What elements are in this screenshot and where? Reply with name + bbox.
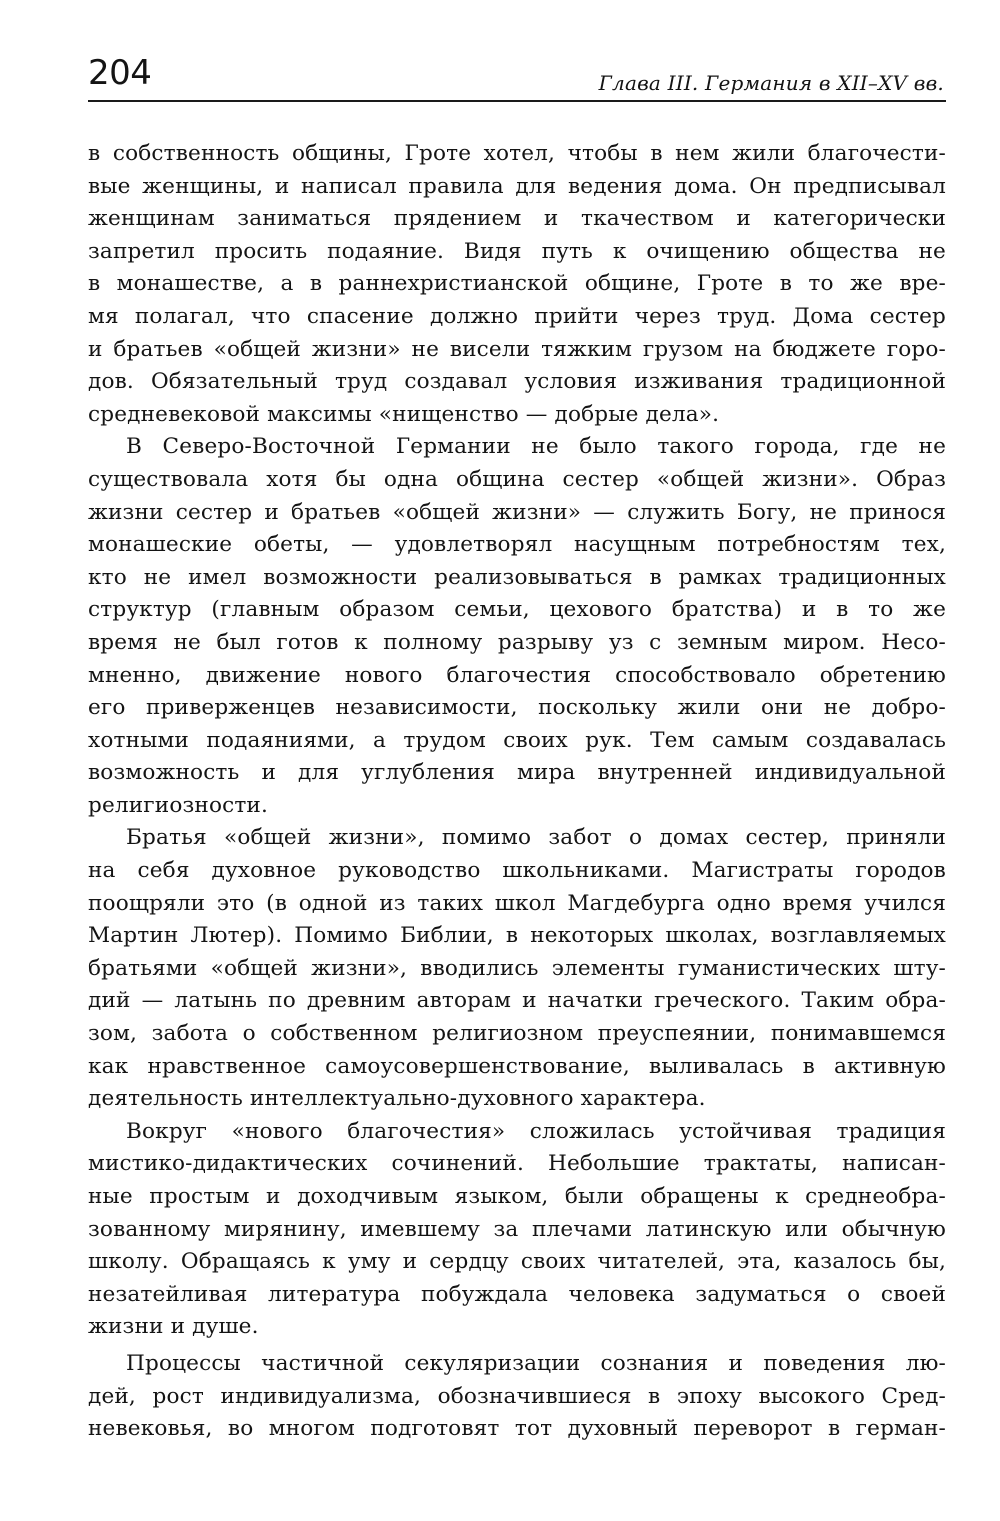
text-line: зом, забота о собственном религиозном преуспеянии, понимавшемся: [88, 1021, 946, 1047]
text-line: возможность и для углубления мира внутренней индивидуальной: [88, 760, 946, 786]
text-line: кто не имел возможности реализовываться в рамках традиционных: [88, 564, 946, 590]
text-line: запретил просить подаяние. Видя путь к очищению общества не: [88, 238, 946, 264]
text-line: средневековой максимы «нищенство — добрые дела».: [88, 401, 720, 427]
text-line: женщинам заниматься прядением и ткачеством и категорически: [88, 206, 946, 232]
text-line: школу. Обращаясь к уму и сердцу своих читателей, эта, казалось бы,: [88, 1249, 946, 1275]
text-line: вые женщины, и написал правила для ведения дома. Он предписывал: [88, 173, 946, 199]
text-line: религиозности.: [88, 792, 268, 818]
text-line: дов. Обязательный труд создавал условия изживания традиционной: [88, 369, 946, 395]
text-line: В Северо-Восточной Германии не было такого города, где не: [126, 434, 946, 460]
text-line: существовала хотя бы одна община сестер «общей жизни». Образ: [88, 466, 946, 492]
page-number: 204: [88, 53, 152, 93]
text-line: деятельность интеллектуально-духовного характера.: [88, 1086, 706, 1112]
text-line: ные простым и доходчивым языком, были обращены к среднеобра-: [88, 1184, 946, 1209]
body-text: [88, 138, 946, 1446]
book-page: [88, 52, 946, 1446]
running-head: Глава III. Германия в XII–XV вв.: [598, 71, 944, 95]
text-line: Процессы частичной секуляризации сознания и поведения лю-: [126, 1350, 946, 1376]
text-line: жизни и душе.: [88, 1314, 259, 1340]
text-line: мистико-дидактических сочинений. Небольшие трактаты, написан-: [88, 1151, 946, 1177]
page-header: [88, 52, 946, 102]
text-line: зованному мирянину, имевшему за плечами латинскую или обычную: [88, 1216, 946, 1242]
text-line: Вокруг «нового благочестия» сложилась устойчивая традиция: [126, 1118, 946, 1144]
text-line: мненно, движение нового благочестия способствовало обретению: [88, 662, 946, 688]
text-line: на себя духовное руководство школьниками. Магистраты городов: [88, 858, 946, 884]
text-line: братьями «общей жизни», вводились элементы гуманистических шту-: [88, 955, 946, 981]
text-line: его приверженцев независимости, поскольку жили они не добро-: [88, 695, 946, 721]
text-line: Братья «общей жизни», помимо забот о домах сестер, приняли: [126, 825, 946, 851]
text-line: в монашестве, а в раннехристианской общине, Гроте в то же вре-: [88, 271, 946, 297]
text-line: Мартин Лютер). Помимо Библии, в некоторых школах, возглавляемых: [88, 923, 946, 949]
text-line: мя полагал, что спасение должно прийти через труд. Дома сестер: [88, 303, 946, 329]
text-line: дей, рост индивидуализма, обозначившиеся в эпоху высокого Сред-: [88, 1383, 946, 1409]
text-line: структур (главным образом семьи, цехового братства) и в то же: [88, 597, 946, 623]
text-line: поощряли это (в одной из таких школ Магдебурга одно время учился: [88, 890, 946, 916]
text-line: в собственность общины, Гроте хотел, чтобы в нем жили благочести-: [88, 141, 946, 166]
text-line: монашеские обеты, — удовлетворял насущным потребностям тех,: [88, 532, 946, 558]
text-line: невековья, во многом подготовят тот духовный переворот в герман-: [88, 1416, 946, 1442]
text-line: незатейливая литература побуждала человека задуматься о своей: [88, 1281, 946, 1307]
text-line: время не был готов к полному разрыву уз с земным миром. Несо-: [88, 629, 946, 655]
text-line: и братьев «общей жизни» не висели тяжким грузом на бюджете горо-: [88, 336, 946, 362]
text-line: жизни сестер и братьев «общей жизни» — служить Богу, не принося: [88, 499, 946, 525]
text-line: хотными подаяниями, а трудом своих рук. Тем самым создавалась: [88, 727, 946, 753]
text-line: как нравственное самоусовершенствование, выливалась в активную: [88, 1053, 946, 1079]
text-line: дий — латынь по древним авторам и начатки греческого. Таким обра-: [88, 988, 946, 1014]
